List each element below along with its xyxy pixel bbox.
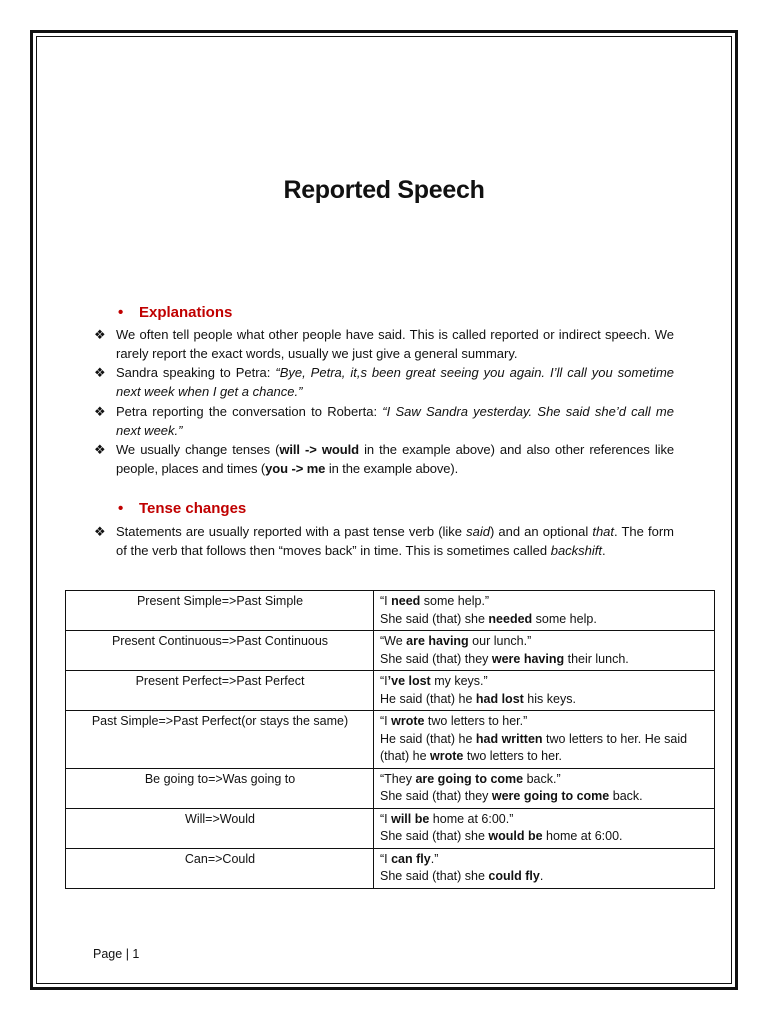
list-item-text: We usually change tenses (will -> would in the example above) and also other references like people, places and times (you -> me in the example above). [116, 442, 674, 476]
tense-rule-cell: Present Perfect=>Past Perfect [66, 671, 374, 711]
list-item [94, 522, 674, 560]
example-cell [374, 671, 715, 711]
table-row [66, 671, 715, 711]
example-cell [374, 591, 715, 631]
table-row [66, 848, 715, 888]
example-line: He said (that) he had written two letters to her. He said (that) he wrote two letters to her. [380, 731, 688, 763]
diamond-bullet-icon: ❖ [94, 404, 106, 419]
heading-label: Explanations [139, 304, 233, 321]
example-line: She said (that) they were having their lunch. [380, 651, 629, 666]
example-cell [374, 711, 715, 769]
heading-explanations [118, 304, 232, 321]
example-line: She said (that) she could fly. [380, 869, 544, 883]
example-line: She said (that) they were going to come back. [380, 789, 643, 803]
diamond-bullet-icon: ❖ [94, 327, 106, 342]
tense-table [65, 590, 715, 889]
list-item [94, 402, 674, 440]
example-cell [374, 848, 715, 888]
example-line: “We are having our lunch.” [380, 634, 532, 648]
example-cell [374, 631, 715, 671]
tense-rule-cell: Will=>Would [66, 808, 374, 848]
list-item [94, 440, 674, 478]
example-cell [374, 768, 715, 808]
tense-rule-cell: Past Simple=>Past Perfect(or stays the same) [66, 711, 374, 769]
page-label: Page [93, 947, 123, 961]
diamond-bullet-icon: ❖ [94, 442, 106, 457]
example-line: “I’ve lost my keys.” [380, 674, 488, 688]
page-separator: | [125, 947, 129, 961]
example-line: “I can fly.” [380, 851, 439, 866]
table-row [66, 591, 715, 631]
list-item [94, 363, 674, 401]
list-item-text: Statements are usually reported with a past tense verb (like said) and an optional that. The form of the verb that follows then “moves back” in time. This is sometimes called backshift. [116, 524, 674, 558]
table-row [66, 768, 715, 808]
tense-table-body [66, 591, 715, 889]
list-item [94, 325, 674, 363]
heading-tense-changes [118, 500, 246, 517]
bullet-icon: • [118, 304, 124, 321]
tense-rule-cell: Present Simple=>Past Simple [66, 591, 374, 631]
diamond-bullet-icon: ❖ [94, 524, 106, 539]
table-row [66, 631, 715, 671]
example-line: “I will be home at 6:00.” [380, 811, 514, 826]
tense-rule-cell: Present Continuous=>Past Continuous [66, 631, 374, 671]
list-item-text: Petra reporting the conversation to Roberta: “I Saw Sandra yesterday. She said she’d call me next week.” [116, 404, 674, 438]
tense-rule-cell: Can=>Could [66, 848, 374, 888]
example-line: She said (that) she needed some help. [380, 611, 597, 626]
tense-rule-cell: Be going to=>Was going to [66, 768, 374, 808]
page-footer [93, 947, 139, 961]
table-row [66, 808, 715, 848]
example-line: He said (that) he had lost his keys. [380, 691, 576, 706]
table-row [66, 711, 715, 769]
bullet-icon: • [118, 500, 124, 517]
page-number: 1 [132, 947, 140, 961]
example-line: “I need some help.” [380, 594, 490, 608]
page-title: Reported Speech [283, 176, 485, 204]
example-line: “They are going to come back.” [380, 771, 561, 786]
list-item-text: Sandra speaking to Petra: “Bye, Petra, it,s been great seeing you again. I’ll call you sometime next week when I get a chance.” [116, 365, 675, 399]
list-item-text: We often tell people what other people have said. This is called reported or indirect speech. We rarely report the exact words, usually we just give a general summary. [116, 327, 674, 361]
diamond-bullet-icon: ❖ [94, 365, 106, 380]
heading-label: Tense changes [139, 500, 247, 517]
example-line: She said (that) she would be home at 6:00. [380, 829, 623, 843]
example-cell [374, 808, 715, 848]
example-line: “I wrote two letters to her.” [380, 714, 528, 728]
